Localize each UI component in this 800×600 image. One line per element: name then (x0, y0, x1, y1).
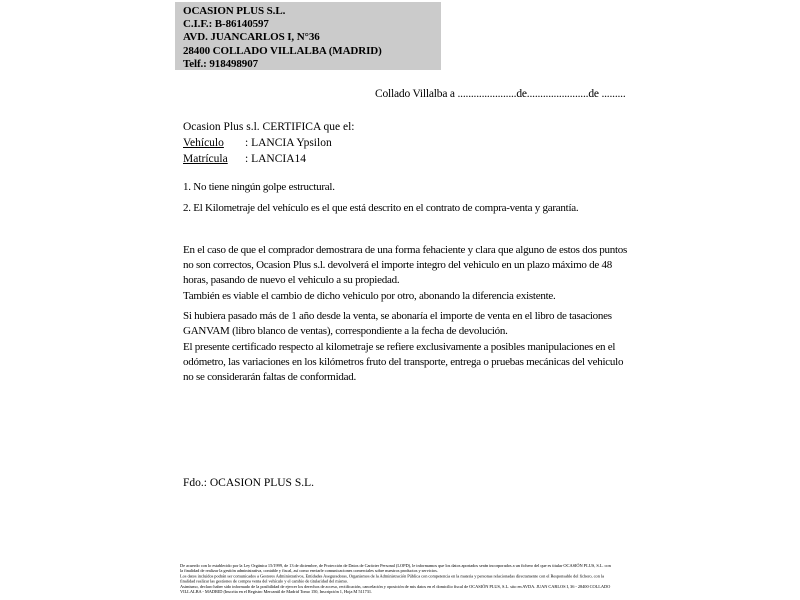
point-item-2: 2. El Kilometraje del vehículo es el que está descrito en el contrato de compra-venta y garantía. (183, 202, 579, 214)
company-phone: Telf.: 918498907 (183, 57, 258, 70)
date-line: Collado Villalba a ......................de.......................de ......... (375, 88, 626, 100)
company-cif: C.I.F.: B-86140597 (183, 18, 269, 31)
company-name: OCASION PLUS S.L. (183, 5, 286, 17)
vehicle-label-text: Vehículo (183, 137, 224, 149)
vehicle-value: : LANCIA Ypsilon (245, 137, 332, 149)
body-paragraph-refund: En el caso de que el comprador demostrara de una forma fehaciente y clara que alguno de estos dos puntos no son correctos, Ocasion Plus s.l. devolverá el importe integro del vehiculo en un plazo máximo de 48 horas, pasando de nuevo el vehiculo a su propiedad. (183, 244, 628, 286)
vehicle-row (183, 137, 332, 149)
company-header-box (175, 2, 441, 70)
plate-label-text: Matrícula (183, 153, 228, 165)
legal-fine-print (180, 563, 612, 597)
signature-line: Fdo.: OCASION PLUS S.L. (183, 477, 314, 489)
company-address: AVD. JUANCARLOS I, N°36 (183, 31, 320, 44)
plate-row (183, 153, 306, 165)
body-paragraph-ganvam: Si hubiera pasado más de 1 año desde la venta, se abonaría el importe de venta en el libro de tasaciones GANVAM (libro blanco de ventas), correspondiente a la fecha de devolución. (183, 310, 612, 337)
legal-paragraph-lopd: De acuerdo con lo establecido por la Ley Orgánica 15/1999, de 13 de diciembre, de Protección de Datos de Carácter Personal (LOPD), le informamos que los datos aportados serán incorporados a un fichero del que es titular OCASIÓN PLUS, S.L. con la finalidad de realizar la gestión administrativa, contable y fiscal, así como enviarle comunicaciones comerciales sobre nuestros productos y servicios. (180, 563, 611, 574)
company-city: 28400 COLLADO VILLALBA (MADRID) (183, 44, 382, 57)
plate-value: : LANCIA14 (245, 153, 307, 165)
vehicle-label (183, 137, 245, 149)
body-paragraph-odometer: El presente certificado respecto al kilometraje se refiere exclusivamente a posibles manipulaciones en el odómetro, las variaciones en los kilómetros fruto del transporte, entrega o pruebas mecánicas del vehiculo no se considerarán faltas de conformidad. (183, 341, 624, 383)
legal-fine-print-text (180, 563, 612, 594)
legal-paragraph-data-sharing: Los datos incluidos podrán ser comunicados a Gestores Administrativos, Entidades Aseguradoras, Organismos de la Administración Pública con competencia en la materia y personas relacionadas directamente con el Responsable del fichero, con la finalidad realizar las gestiones de compra venta del vehículo y el cambio de titularidad del mismo. (180, 573, 604, 584)
legal-paragraph-rights: Asimismo, declaro haber sido informado de la posibilidad de ejercer los derechos de acceso, rectificación, cancelación y oposición de mis datos en el domicilio fiscal de OCASIÓN PLUS, S.L. sito en AVDA. JUAN CARLOS I, 36 - 28400 COLLADO VILLALBA - MADRID (Inscrita en el Registro Mercantil de Madrid Tomo 150, Inscripción 1, Hoja M 511731. (180, 583, 611, 595)
certify-intro: Ocasion Plus s.l. CERTIFICA que el: (183, 121, 355, 133)
point-item-1: 1. No tiene ningún golpe estructural. (183, 181, 335, 193)
plate-label (183, 153, 245, 165)
body-paragraph-exchange: También es viable el cambio de dicho vehiculo por otro, abonando la diferencia existente. (183, 290, 556, 302)
